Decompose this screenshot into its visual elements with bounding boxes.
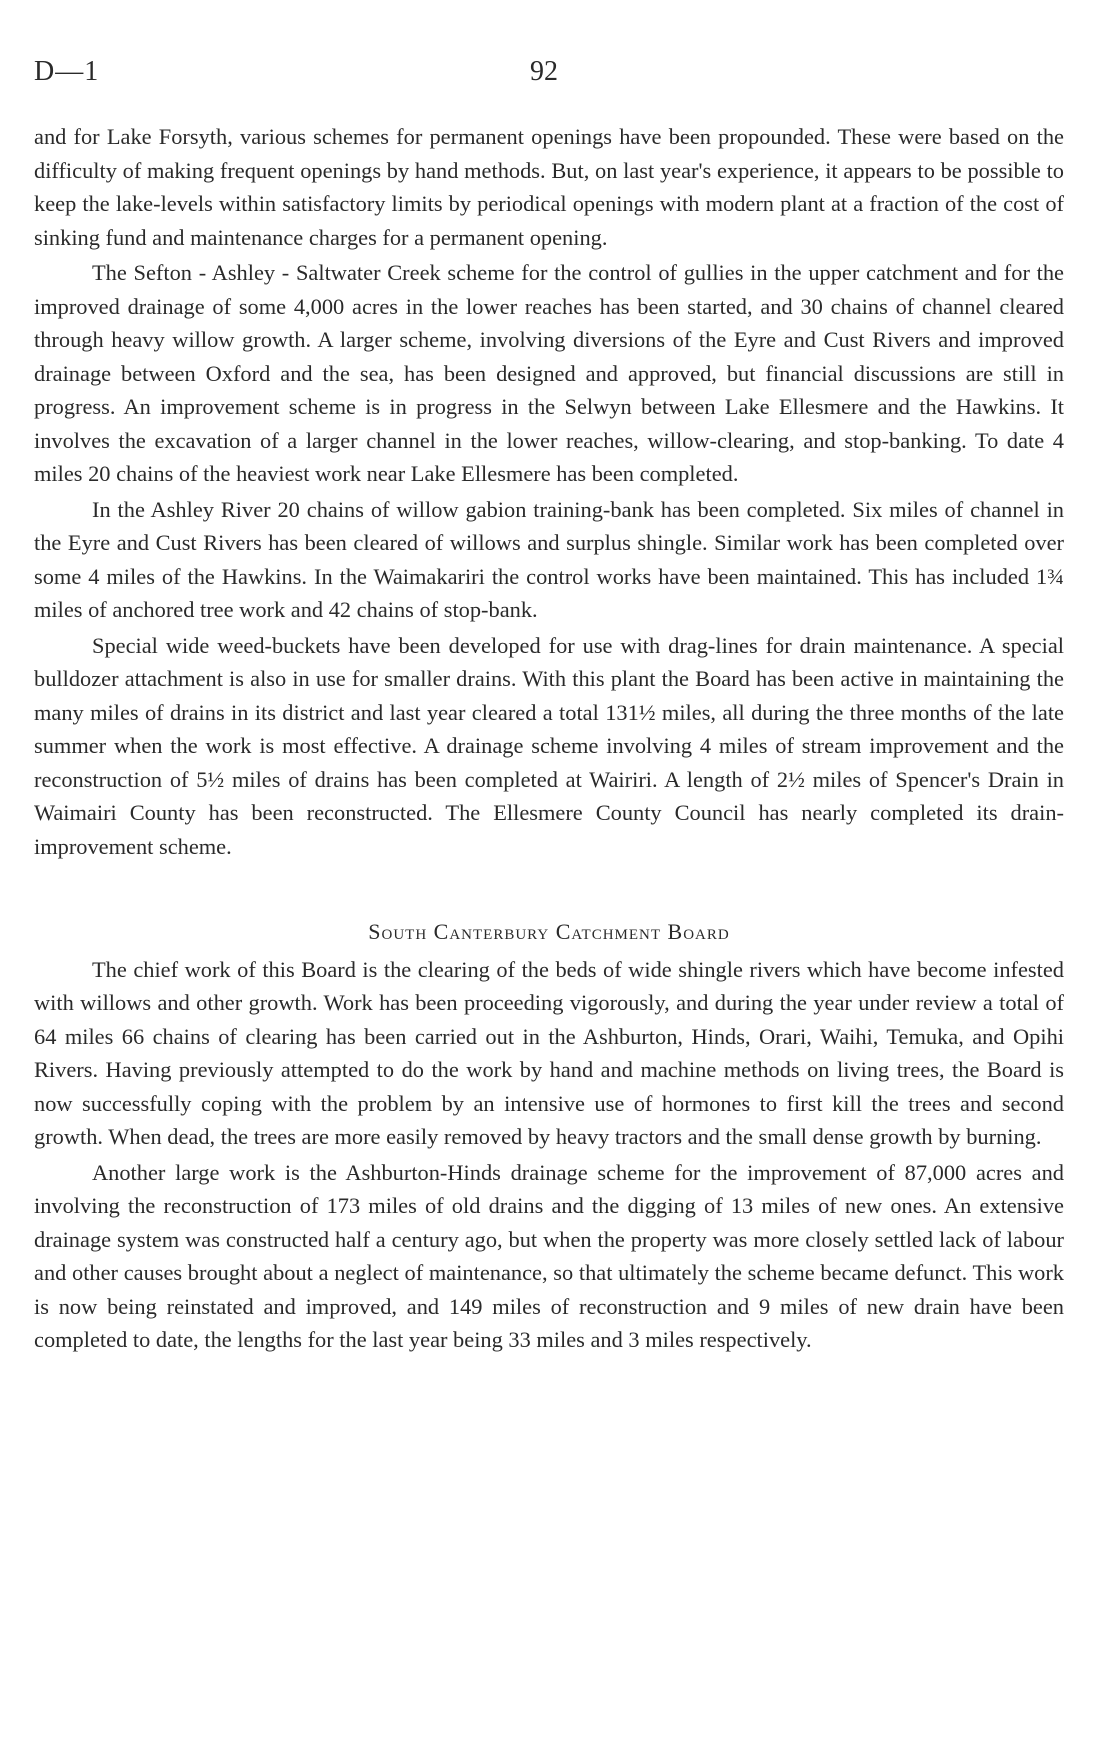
paragraph-continuation: and for Lake Forsyth, various schemes for permanent openings have been propounded. These were based on the difficulty of making frequent openings by hand methods. But, on last year's experience, it appears to be possible to keep the lake-levels within satisfactory limits by periodical openings with modern plant at a fraction of the cost of sinking fund and maintenance charges for a permanent opening.: [34, 124, 1064, 250]
paragraph-river-clearing: The chief work of this Board is the clearing of the beds of wide shingle rivers which have become infested with willows and other growth. Work has been proceeding vigorously, and during the year under review a total of 64 miles 66 chains of clearing has been carried out in the Ashburton, Hinds, Orari, Waihi, Temuka, and Opihi Rivers. Having previously attempted to do the work by hand and machine methods on living trees, the Board is now successfully coping with the problem by an intensive use of hormones to first kill the trees and second growth. When dead, the trees are more easily removed by heavy tractors and the small dense growth by burning.: [34, 956, 1064, 1149]
body-text: [34, 120, 1064, 1357]
paragraph-drain-maintenance: Special wide weed-buckets have been developed for use with drag-lines for drain maintenance. A special bulldozer attachment is also in use for smaller drains. With this plant the Board has been active in maintaining the many miles of drains in its district and last year cleared a total 131½ miles, all during the three months of the late summer when the work is most effective. A drainage scheme involving 4 miles of stream improvement and the reconstruction of 5½ miles of drains has been completed at Wairiri. A length of 2½ miles of Spencer's Drain in Waimairi County has been reconstructed. The Ellesmere County Council has nearly completed its drain-improvement scheme.: [34, 632, 1064, 859]
section-heading: South Canterbury Catchment Board: [368, 919, 730, 944]
paragraph-sefton-ashley-scheme: The Sefton - Ashley - Saltwater Creek scheme for the control of gullies in the upper catchment and for the improved drainage of some 4,000 acres in the lower reaches has been started, and 30 chains of channel cleared through heavy willow growth. A larger scheme, involving diversions of the Eyre and Cust Rivers and improved drainage between Oxford and the sea, has been designed and approved, but financial discussions are still in progress. An improvement scheme is in progress in the Selwyn between Lake Ellesmere and the Hawkins. It involves the excavation of a larger channel in the lower reaches, willow-clearing, and stop-banking. To date 4 miles 20 chains of the heaviest work near Lake Ellesmere has been completed.: [34, 260, 1064, 486]
document-reference: D—1: [34, 56, 100, 87]
paragraph-ashburton-hinds-scheme: Another large work is the Ashburton-Hinds drainage scheme for the improvement of 87,000 acres and involving the reconstruction of 173 miles of old drains and the digging of 13 miles of new ones. An extensive drainage system was constructed half a century ago, but when the property was more closely settled lack of labour and other causes brought about a neglect of maintenance, so that ultimately the scheme became defunct. This work is now being reinstated and improved, and 149 miles of reconstruction and 9 miles of new drain have been completed to date, the lengths for the last year being 33 miles and 3 miles respectively.: [34, 1159, 1064, 1352]
page-header: [34, 56, 1074, 92]
paragraph-ashley-river-works: In the Ashley River 20 chains of willow gabion training-bank has been completed. Six miles of channel in the Eyre and Cust Rivers has been cleared of willows and surplus shingle. Similar work has been completed over some 4 miles of the Hawkins. In the Waimakariri the control works have been maintained. This has included 1¾ miles of anchored tree work and 42 chains of stop-bank.: [34, 496, 1064, 622]
page-number: 92: [530, 56, 558, 87]
